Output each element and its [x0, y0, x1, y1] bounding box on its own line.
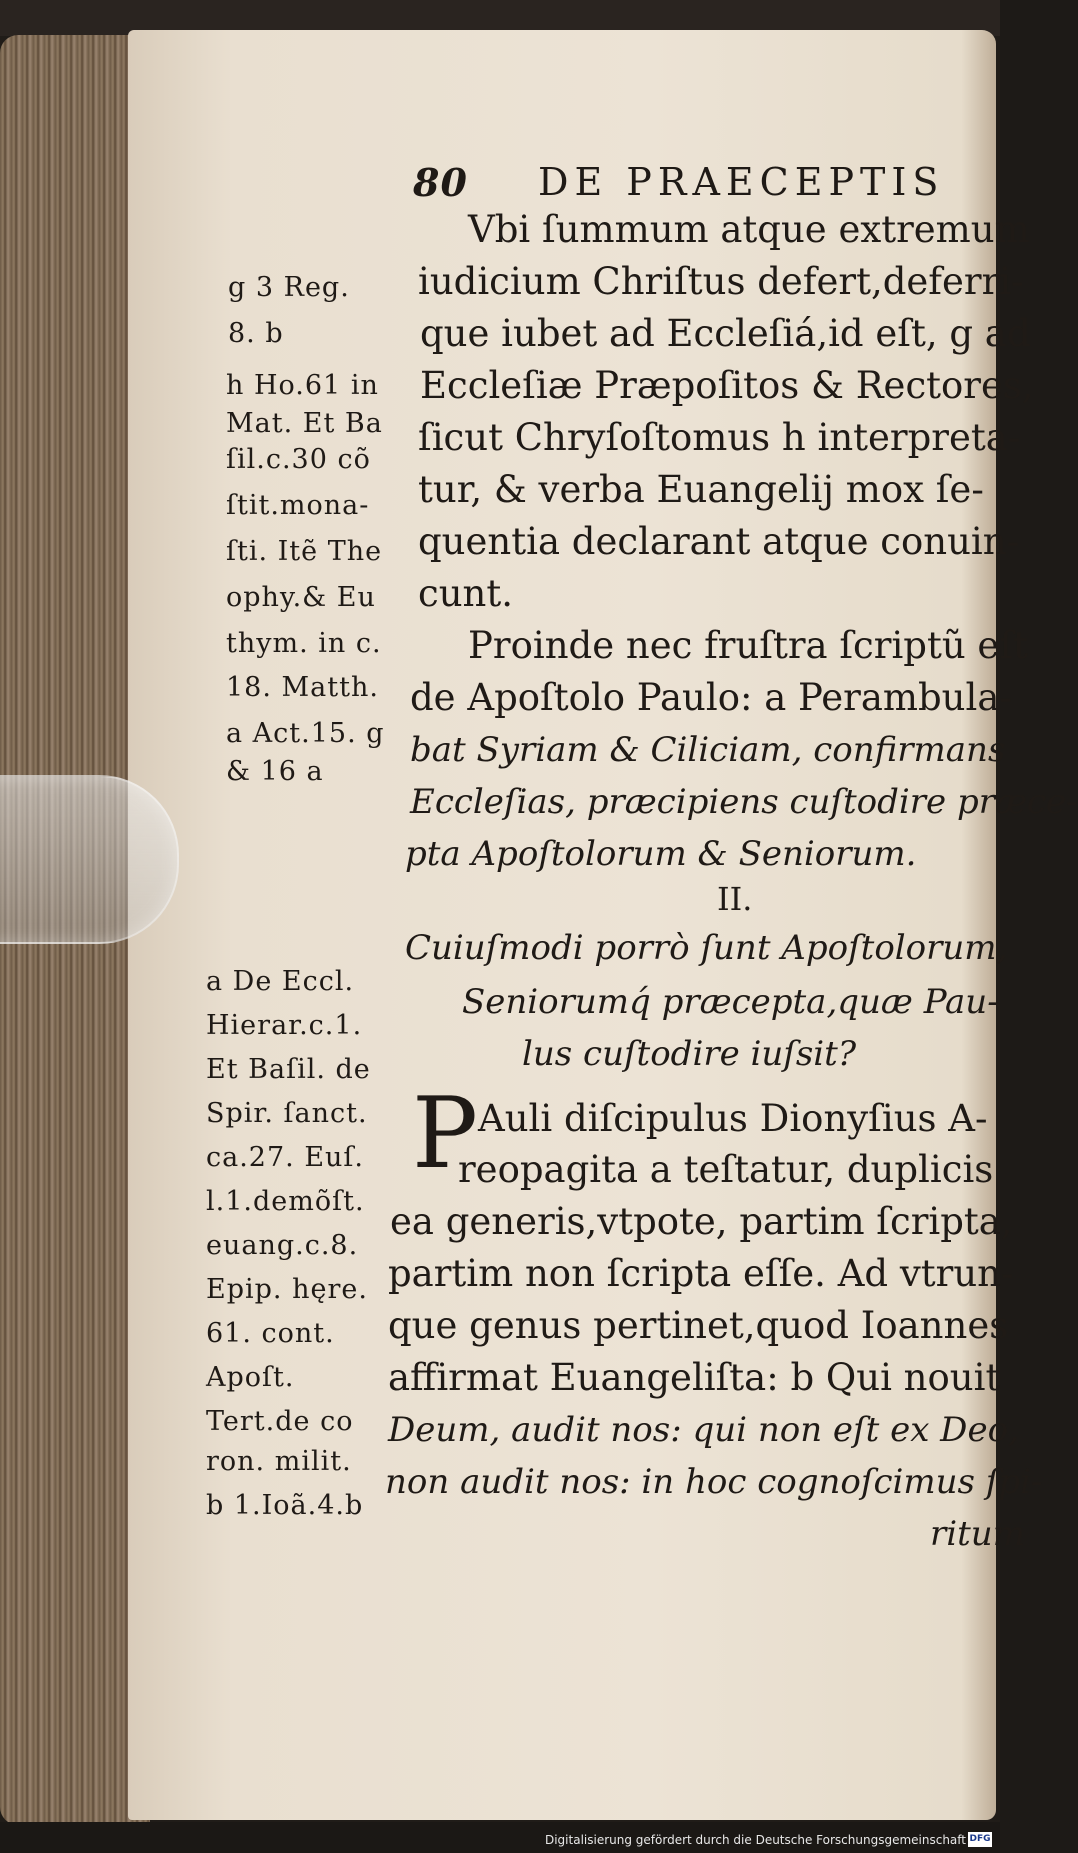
- margin-note: Tert.de co: [206, 1406, 354, 1437]
- catchword: ritum: [930, 1514, 1025, 1554]
- body-line: Auli diſcipulus Dionyſius A-: [478, 1097, 988, 1140]
- margin-note: ſil.c.30 cõ: [226, 444, 371, 475]
- body-line: partim non ſcripta eſſe. Ad vtrun-: [388, 1252, 1014, 1295]
- question-line: lus cuſtodire iuſsit?: [522, 1034, 857, 1074]
- digitization-credit: Digitalisierung gefördert durch die Deutsche Forschungsgemeinschaft: [544, 1833, 966, 1847]
- margin-note: a De Eccl.: [206, 966, 355, 997]
- body-line: Deum, audit nos: qui non eſt ex Deo,: [388, 1410, 1019, 1450]
- body-line: pta Apoſtolorum & Seniorum.: [405, 834, 917, 874]
- margin-note: ron. milit.: [206, 1446, 352, 1477]
- margin-note: ca.27. Euſ.: [206, 1142, 364, 1173]
- drop-capital: P: [412, 1077, 478, 1191]
- body-line: non audit nos: in hoc cognoſcimus ſpi-: [385, 1462, 1043, 1502]
- margin-note: Hierar.c.1.: [206, 1010, 363, 1041]
- body-line: cunt.: [418, 572, 514, 615]
- running-title: DE PRAECEPTIS: [538, 160, 945, 204]
- page-number: 80: [413, 160, 468, 205]
- margin-note: thym. in c.: [226, 628, 382, 659]
- question-line: Seniorumq́ præcepta,quæ Pau-: [462, 982, 999, 1022]
- margin-note: ſtit.mona-: [226, 490, 370, 521]
- margin-note: Et Baſil. de: [206, 1054, 371, 1085]
- page-clip: [0, 775, 179, 944]
- margin-note: 8. b: [228, 318, 284, 349]
- margin-note: Apoſt.: [206, 1362, 295, 1393]
- margin-note: euang.c.8.: [206, 1230, 359, 1261]
- margin-note: a Act.15. g: [226, 718, 385, 749]
- body-line: quentia declarant atque conuin-: [418, 520, 1020, 563]
- body-line: de Apoſtolo Paulo: a Perambula-: [410, 676, 1012, 719]
- dfg-logo: DFG: [968, 1832, 992, 1847]
- body-line: Vbi ſummum atque extremum: [468, 208, 1030, 251]
- body-line: reopagita a teſtatur, duplicis: [458, 1148, 994, 1191]
- body-line: bat Syriam & Ciliciam, confirmans: [410, 730, 1006, 770]
- section-number: II.: [717, 880, 753, 918]
- margin-note: Spir. ſanct.: [206, 1098, 368, 1129]
- body-line: affirmat Euangeliſta: b Qui nouit: [388, 1356, 1001, 1399]
- margin-note: 61. cont.: [206, 1318, 335, 1349]
- margin-note: ophy.& Eu: [226, 582, 376, 613]
- margin-note: ſti. Itẽ The: [226, 536, 383, 567]
- margin-note: h Ho.61 in: [226, 370, 379, 401]
- body-line: ſicut Chryſoſtomus h interpreta-: [418, 416, 1021, 459]
- body-line: que iubet ad Eccleſiá,id eſt, g ad: [420, 312, 1031, 355]
- margin-note: 18. Matth.: [226, 672, 379, 703]
- body-line: Eccleſias, præcipiens cuſtodire præce-: [410, 782, 1078, 822]
- margin-note: b 1.Ioã.4.b: [206, 1490, 364, 1521]
- body-line: Eccleſiæ Præpoſitos & Rectores,: [420, 364, 1034, 407]
- margin-note: Epip. hęre.: [206, 1274, 368, 1305]
- body-line: Proinde nec fruſtra ſcriptũ eſt: [468, 624, 1028, 667]
- margin-note: g 3 Reg.: [228, 272, 350, 303]
- body-line: tur, & verba Euangelij mox ſe-: [418, 468, 984, 511]
- body-line: que genus pertinet,quod Ioannes: [388, 1304, 1009, 1347]
- margin-note: & 16 a: [226, 756, 324, 787]
- body-line: iudicium Chriſtus defert,deferri-: [418, 260, 1024, 303]
- margin-note: Mat. Et Ba: [226, 408, 383, 439]
- body-line: ea generis,vtpote, partim ſcripta,: [390, 1200, 1013, 1243]
- question-line: Cuiuſmodi porrò ſunt Apoſtolorum,: [405, 928, 1008, 968]
- margin-note: l.1.demõſt.: [206, 1186, 365, 1217]
